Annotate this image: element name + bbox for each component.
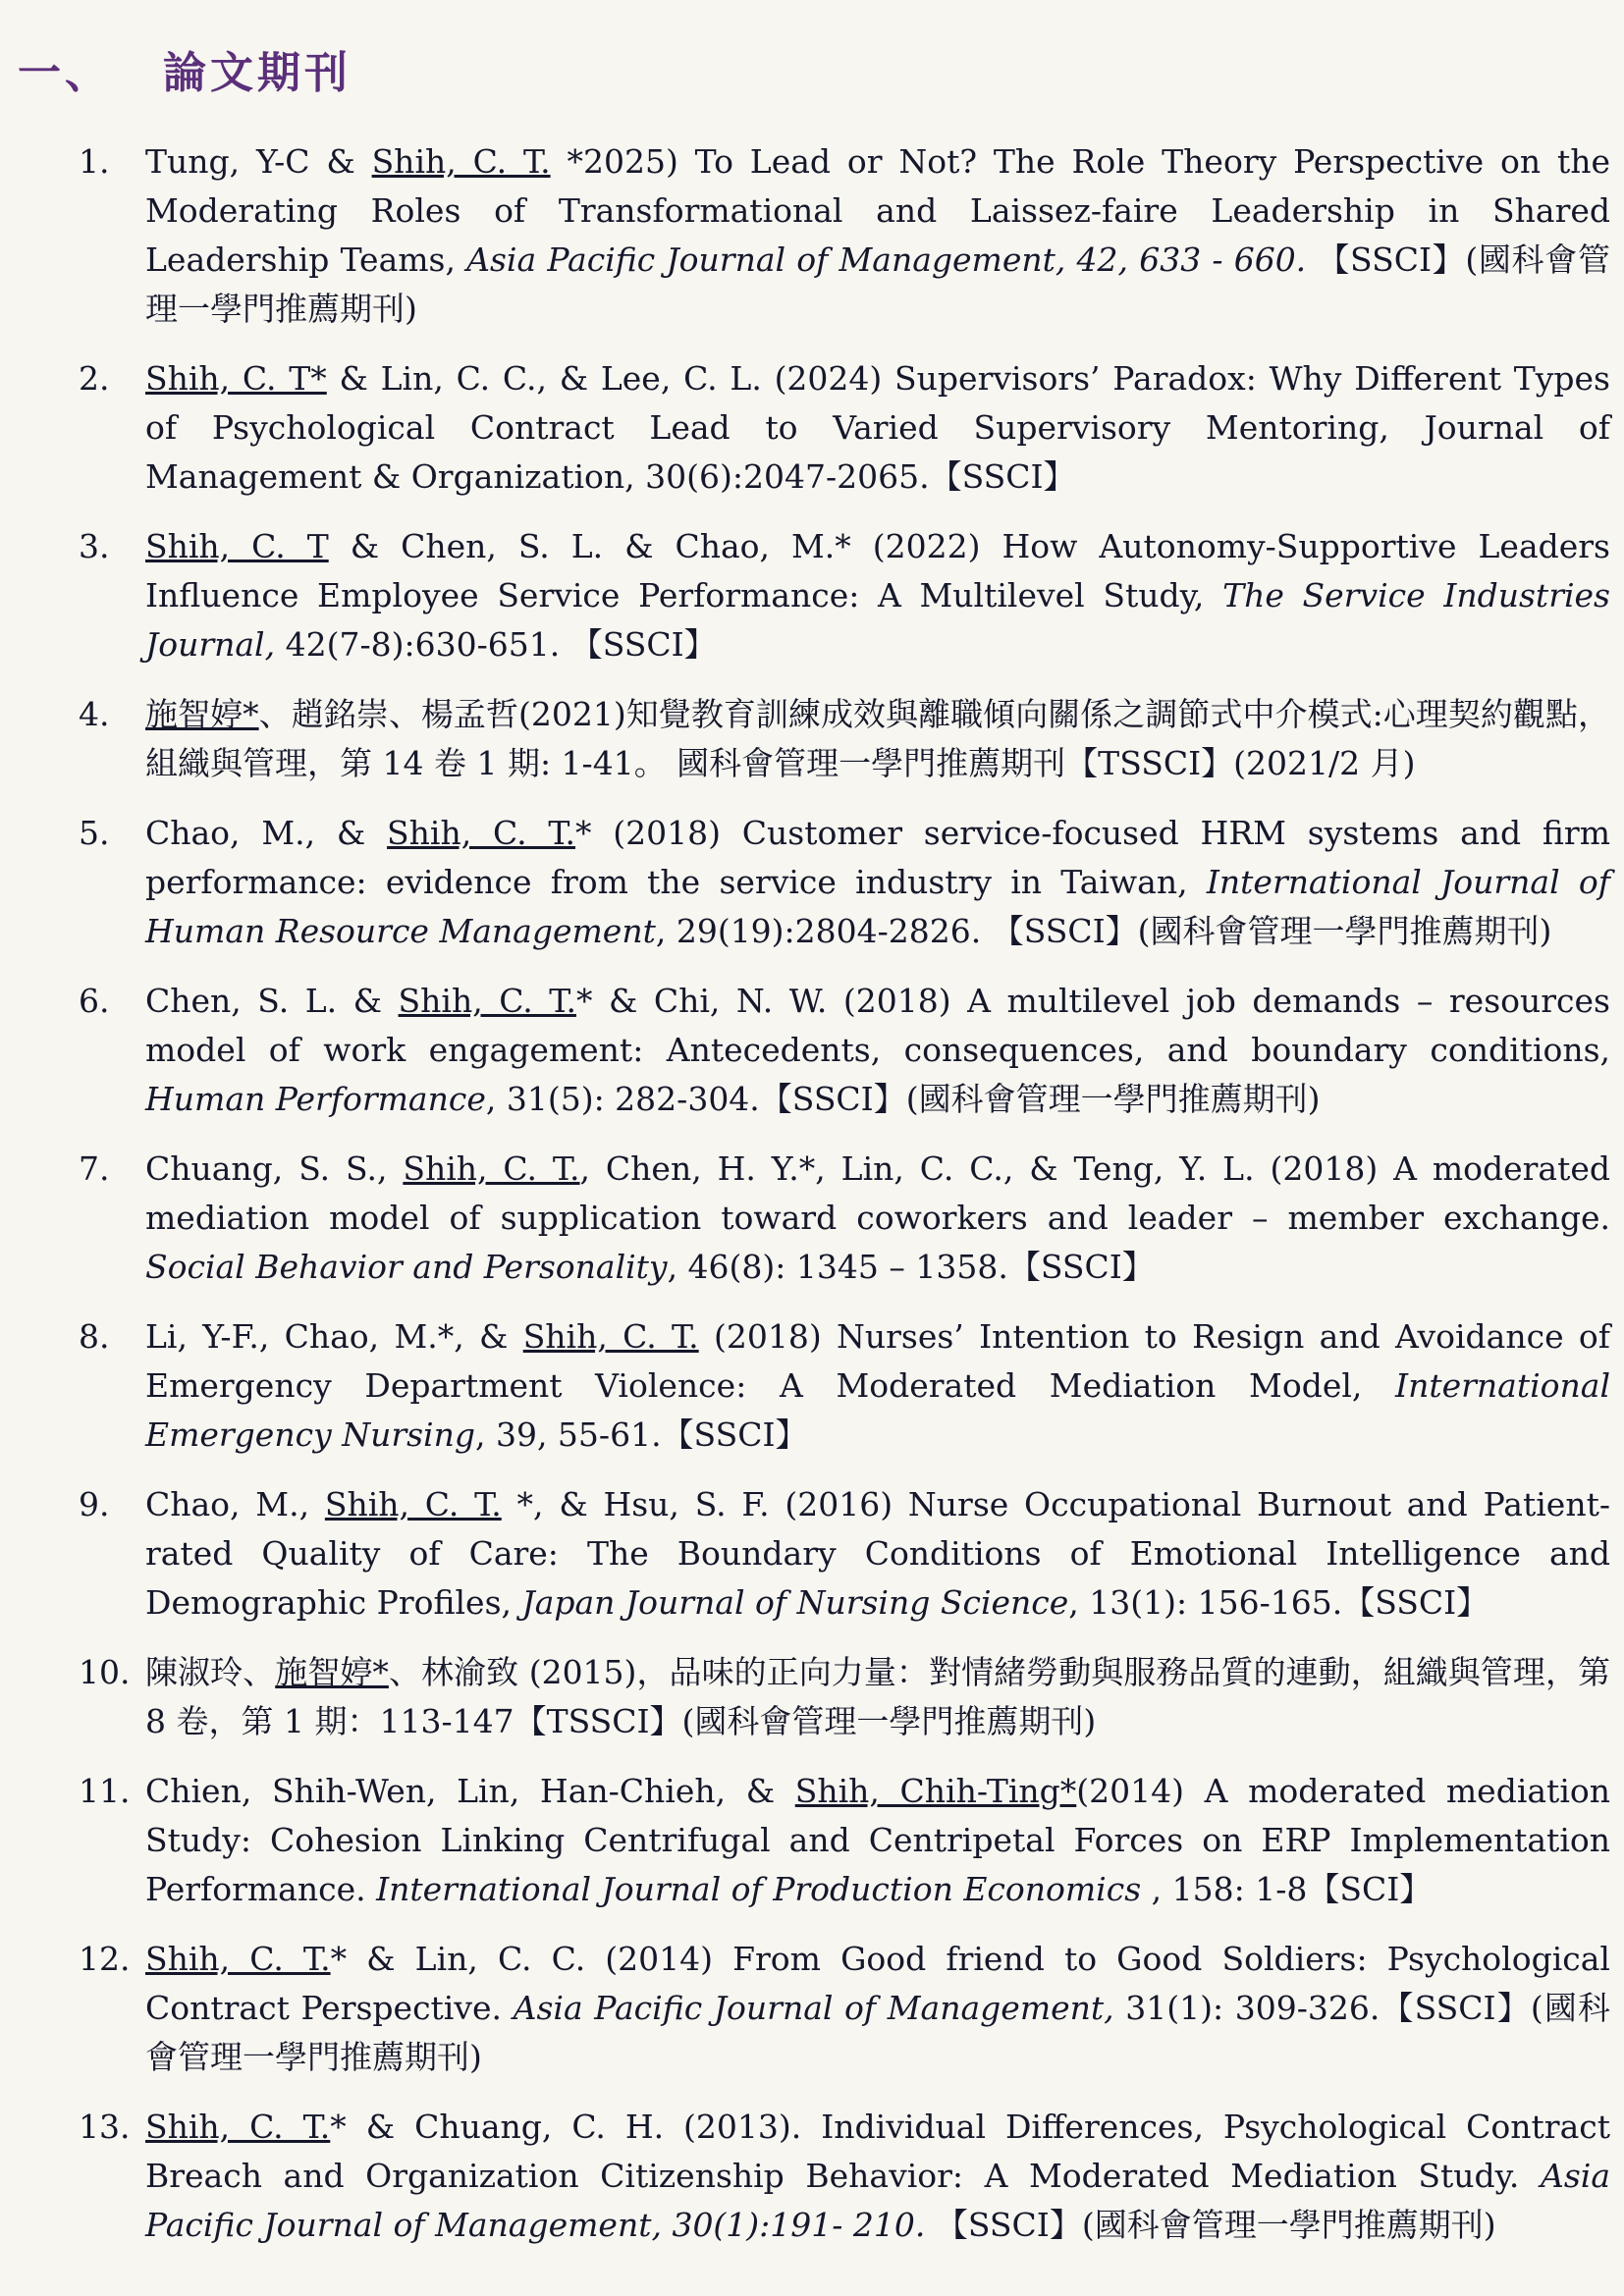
publication-entry	[0, 354, 1624, 502]
entry-number: 1.	[79, 142, 110, 181]
citation-text	[145, 977, 1610, 1124]
publication-entry	[0, 2103, 1624, 2250]
author-name: Shih, C. T.	[145, 2108, 331, 2146]
citation-segment: 42(7-8):630-651. 【SSCI】	[275, 625, 717, 664]
citation-segment: Chao, M., &	[145, 814, 388, 852]
entry-number: 4.	[79, 695, 110, 733]
author-name: 施智婷*	[275, 1653, 389, 1691]
citation-segment: (2018) Nurses’ Intention to Resign and Avoidance of Emergency Department Violence: A Moderated Mediation Model,	[145, 1317, 1610, 1405]
author-name: Shih, C. T.	[145, 1940, 331, 1978]
citation-segment: *, & Hsu, S. F. (2016) Nurse Occupational Burnout and Patient-rated Quality of Care: The Boundary Conditions of Emotional Intelligence and Demographic Profiles,	[145, 1485, 1610, 1622]
publication-entry	[0, 522, 1624, 669]
citation-segment: , 46(8): 1345 – 1358.【SSCI】	[667, 1248, 1155, 1286]
publication-entry	[0, 1648, 1624, 1746]
citation-segment: Chao, M.,	[145, 1485, 325, 1523]
citation-text	[145, 1145, 1610, 1292]
journal-name: Japan Journal of Nursing Science	[521, 1583, 1069, 1622]
entry-number: 11.	[79, 1772, 131, 1810]
publication-entry	[0, 690, 1624, 788]
citation-text	[145, 1648, 1610, 1746]
citation-text	[145, 2103, 1610, 2250]
citation-text	[145, 522, 1610, 669]
citation-text	[145, 1935, 1610, 2082]
author-name: Shih, C. T.	[324, 1485, 502, 1523]
citation-segment: 【SSCI】(國科會管理一學門推薦期刊)	[925, 2206, 1496, 2244]
citation-segment: & Chen, S. L. & Chao, M.* (2022) How Autonomy-Supportive Leaders Influence Employee Service Performance: A Multilevel Study,	[145, 527, 1610, 614]
publication-entry	[0, 1480, 1624, 1628]
entry-number: 9.	[79, 1485, 110, 1523]
citation-segment: (2014) A moderated mediation Study: Cohesion Linking Centrifugal and Centripetal Forces on ERP Implementation Performance.	[145, 1772, 1610, 1908]
journal-name: Human Performance	[145, 1080, 486, 1118]
citation-segment: , 39, 55-61.【SSCI】	[474, 1415, 808, 1454]
entry-number: 2.	[79, 359, 110, 398]
citation-segment: * & Lin, C. C. (2014) From Good friend to Good Soldiers: Psychological Contract Perspective.	[145, 1940, 1610, 2027]
citation-segment: , 31(5): 282-304.【SSCI】(國科會管理一學門推薦期刊)	[485, 1080, 1321, 1118]
journal-name: Asia Pacific Journal of Management, 30(1):191- 210.	[145, 2157, 1610, 2244]
citation-segment: 陳淑玲、	[145, 1653, 276, 1691]
author-name: Shih, C. T.	[403, 1149, 580, 1188]
publication-entry	[0, 809, 1624, 956]
citation-segment: , Chen, H. Y.*, Lin, C. C., & Teng, Y. L. (2018) A moderated mediation model of supplication toward coworkers and leader – member exchange.	[145, 1149, 1611, 1237]
citation-segment: Chen, S. L. &	[145, 982, 399, 1020]
journal-name: International Journal of Production Economics	[376, 1870, 1142, 1908]
citation-segment: * & Chi, N. W. (2018) A multilevel job demands – resources model of work engagement: Antecedents, consequences, and boundary conditions,	[145, 982, 1610, 1069]
journal-name: The Service Industries Journal,	[145, 576, 1610, 664]
publication-entry	[0, 1312, 1624, 1460]
citation-segment: 31(1): 309-326.【SSCI】(國科會管理一學門推薦期刊)	[145, 1989, 1610, 2076]
journal-name: Asia Pacific Journal of Management,	[513, 1989, 1114, 2027]
journal-name: Asia Pacific Journal of Management, 42, 633 - 660.	[466, 240, 1307, 279]
section-heading	[18, 37, 352, 100]
publication-entry	[0, 1767, 1624, 1914]
citation-segment: * & Chuang, C. H. (2013). Individual Differences, Psychological Contract Breach and Organization Citizenship Behavior: A Moderated Mediation Study.	[145, 2108, 1610, 2195]
citation-segment: Chuang, S. S.,	[145, 1149, 404, 1188]
author-name: 施智婷*	[145, 695, 259, 733]
citation-text	[145, 1480, 1610, 1628]
citation-segment: Li, Y-F., Chao, M.*, &	[145, 1317, 523, 1356]
journal-name: Social Behavior and Personality	[145, 1248, 668, 1286]
entry-number: 13.	[79, 2108, 131, 2146]
publication-entry	[0, 977, 1624, 1124]
author-name: Shih, C. T	[145, 527, 329, 565]
citation-segment: Tung, Y-C &	[145, 142, 372, 181]
section-title: 論文期刊	[163, 48, 352, 98]
citation-segment: Chien, Shih-Wen, Lin, Han-Chieh, &	[145, 1772, 795, 1810]
publication-entry	[0, 1935, 1624, 2082]
author-name: Shih, C. T.	[398, 982, 576, 1020]
journal-name: International Emergency Nursing	[145, 1366, 1610, 1454]
publication-entry	[0, 1145, 1624, 1292]
citation-text	[145, 354, 1610, 502]
citation-segment: 【SSCI】(國科會管理一學門推薦期刊)	[145, 240, 1610, 328]
citation-text	[145, 1767, 1610, 1914]
author-name: Shih, C. T.	[371, 142, 551, 181]
entry-number: 6.	[79, 982, 110, 1020]
citation-segment: , 13(1): 156-165.【SSCI】	[1068, 1583, 1489, 1622]
entry-number: 3.	[79, 527, 110, 565]
author-name: Shih, Chih-Ting*	[794, 1772, 1077, 1810]
citation-segment: , 158: 1-8【SCI】	[1141, 1870, 1433, 1908]
entry-number: 7.	[79, 1149, 110, 1188]
author-name: Shih, C. T.	[522, 1317, 699, 1356]
citation-text	[145, 137, 1610, 334]
citation-text	[145, 690, 1610, 788]
citation-segment: & Lin, C. C., & Lee, C. L. (2024) Supervisors’ Paradox: Why Different Types of Psychological Contract Lead to Varied Supervisory Mentoring, Journal of Management & Organization, 30(6):2047-2065.【SSCI】	[145, 359, 1610, 496]
publication-entry	[0, 137, 1624, 334]
author-name: Shih, C. T.	[387, 814, 575, 852]
citation-segment: 、林渝致 (2015)，品味的正向力量：對情緒勞動與服務品質的連動，組織與管理，第 8 卷，第 1 期：113-147【TSSCI】(國科會管理一學門推薦期刊)	[145, 1653, 1611, 1740]
entry-number: 12.	[79, 1940, 131, 1978]
citation-segment: , 29(19):2804-2826. 【SSCI】(國科會管理一學門推薦期刊)	[655, 912, 1552, 950]
citation-segment: 、趙銘崇、楊孟哲(2021)知覺教育訓練成效與離職傾向關係之調節式中介模式:心理契約觀點，組織與管理，第 14 卷 1 期: 1-41。 國科會管理一學門推薦期刊【TSSCI】(2021/2 月)	[145, 695, 1611, 782]
entry-number: 8.	[79, 1317, 110, 1356]
citation-text	[145, 1312, 1610, 1460]
citation-segment: *2025) To Lead or Not? The Role Theory Perspective on the Moderating Roles of Transformational and Laissez-faire Leadership in Shared Leadership Teams,	[145, 142, 1610, 279]
entry-number: 5.	[79, 814, 110, 852]
section-number: 一、	[18, 48, 112, 98]
citation-segment: * (2018) Customer service-focused HRM systems and firm performance: evidence from the service industry in Taiwan,	[145, 814, 1610, 901]
publication-list	[0, 137, 1624, 2270]
journal-name: International Journal of Human Resource Management	[145, 863, 1610, 950]
citation-text	[145, 809, 1610, 956]
entry-number: 10.	[79, 1653, 131, 1691]
author-name: Shih, C. T*	[145, 359, 327, 398]
